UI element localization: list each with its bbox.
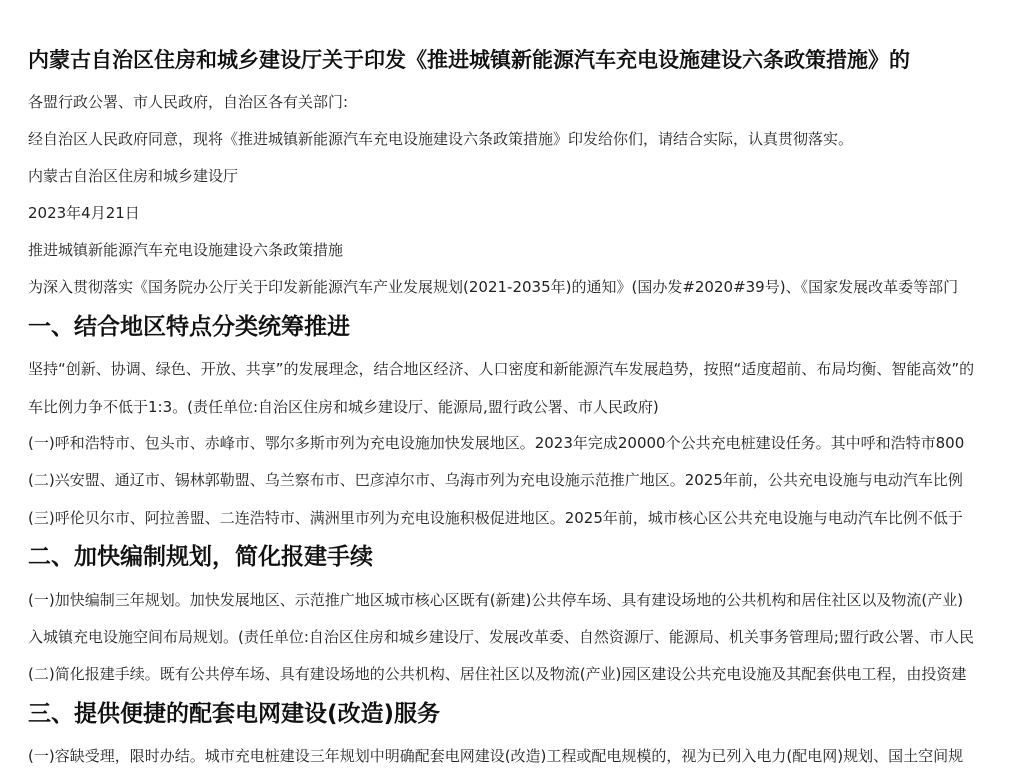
section-heading-1: 一、结合地区特点分类统筹推进 bbox=[28, 314, 350, 340]
section-heading-2: 二、加快编制规划，简化报建手续 bbox=[28, 544, 373, 570]
salutation: 各盟行政公署、市人民政府，自治区各有关部门: bbox=[28, 93, 349, 111]
policy-subtitle: 推进城镇新能源汽车充电设施建设六条政策措施 bbox=[28, 241, 344, 259]
section-2-paragraph: (二)简化报建手续。既有公共停车场、具有建设场地的公共机构、居住社区以及物流(产业)园区建设公共充电设施及其配套供电工程，由投资建 bbox=[28, 665, 967, 683]
section-1-paragraph: (三)呼伦贝尔市、阿拉善盟、二连浩特市、满洲里市列为充电设施积极促进地区。2025年前，城市核心区公共充电设施与电动汽车比例不低于 bbox=[28, 509, 963, 527]
section-2-paragraph: 入城镇充电设施空间布局规划。(责任单位:自治区住房和城乡建设厅、发展改革委、自然资源厅、能源局、机关事务管理局;盟行政公署、市人民 bbox=[28, 628, 974, 646]
intro-paragraph: 经自治区人民政府同意，现将《推进城镇新能源汽车充电设施建设六条政策措施》印发给你们，请结合实际，认真贯彻落实。 bbox=[28, 130, 854, 148]
section-2-paragraph: (一)加快编制三年规划。加快发展地区、示范推广地区城市核心区既有(新建)公共停车场、具有建设场地的公共机构和居住社区以及物流(产业) bbox=[28, 591, 964, 609]
section-3-paragraph: (一)容缺受理，限时办结。城市充电桩建设三年规划中明确配套电网建设(改造)工程或配电规模的，视为已列入电力(配电网)规划、国土空间规 bbox=[28, 747, 964, 765]
issuer: 内蒙古自治区住房和城乡建设厅 bbox=[28, 167, 239, 185]
document-title: 内蒙古自治区住房和城乡建设厅关于印发《推进城镇新能源汽车充电设施建设六条政策措施》的 bbox=[28, 48, 910, 72]
section-heading-3: 三、提供便捷的配套电网建设(改造)服务 bbox=[28, 701, 441, 727]
section-1-paragraph: 坚持“创新、协调、绿色、开放、共享”的发展理念，结合地区经济、人口密度和新能源汽车发展趋势，按照“适度超前、布局均衡、智能高效”的 bbox=[28, 360, 975, 378]
preamble-paragraph: 为深入贯彻落实《国务院办公厅关于印发新能源汽车产业发展规划(2021-2035年)的通知》(国办发#2020#39号)、《国家发展改革委等部门 bbox=[28, 278, 959, 296]
section-1-paragraph: (二)兴安盟、通辽市、锡林郭勒盟、乌兰察布市、巴彦淖尔市、乌海市列为充电设施示范推广地区。2025年前，公共充电设施与电动汽车比例 bbox=[28, 471, 963, 489]
section-1-paragraph: 车比例力争不低于1:3。(责任单位:自治区住房和城乡建设厅、能源局,盟行政公署、市人民政府) bbox=[28, 398, 659, 416]
section-1-paragraph: (一)呼和浩特市、包头市、赤峰市、鄂尔多斯市列为充电设施加快发展地区。2023年完成20000个公共充电桩建设任务。其中呼和浩特市800 bbox=[28, 434, 965, 452]
issue-date: 2023年4月21日 bbox=[28, 204, 140, 222]
